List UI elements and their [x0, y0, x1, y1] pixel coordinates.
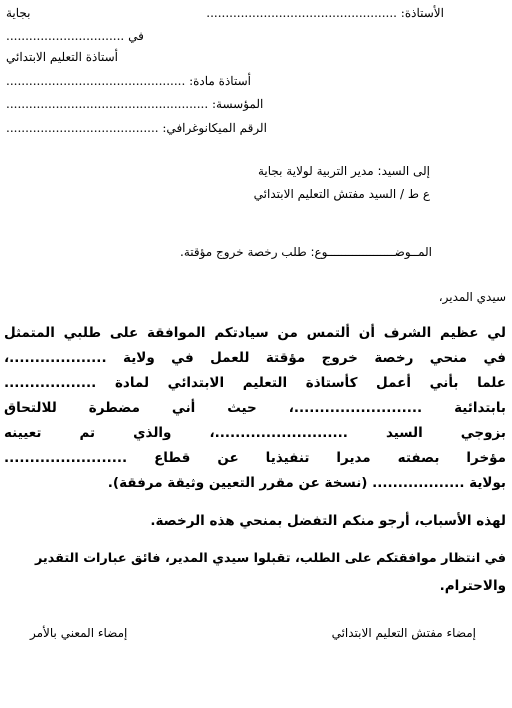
- city-label: بجاية: [6, 6, 31, 20]
- subject-taught-line: أستاذة مادة: ...............................................: [6, 74, 251, 88]
- reasons-paragraph: لهذه الأسباب، أرجو منكم التفضل بمنحي هذه الرخصة.: [150, 513, 506, 529]
- body-line-7: بولاية .................. (نسخة عن مقرر التعيين وثيقة مرفقة).: [107, 475, 506, 491]
- closing-line-1: في انتظار موافقتكم على الطلب، تقبلوا سيدي المدير، فائق عبارات التقدير: [34, 551, 506, 566]
- inspector-signature-label: إمضاء مفتش التعليم الابتدائي: [331, 626, 476, 640]
- subject-text: طلب رخصة خروج مؤقتة.: [180, 245, 307, 259]
- body-line-1: لي عظيم الشرف أن ألتمس من سيادتكم الموافقة على طلبي المتمثل: [4, 325, 506, 341]
- body-line-6: مؤخرا بصفته مديرا تنفيذيا عن قطاع ........................: [4, 450, 506, 466]
- role-label: أستاذة التعليم الابتدائي: [6, 50, 119, 64]
- body-line-4: بابتدائية .........................، حيث أني مضطرة للالتحاق: [4, 400, 506, 416]
- institution-line: المؤسسة: .....................................................: [6, 97, 264, 111]
- body-line-5: بزوجي السيد ..........................، والذي تم تعيينه: [4, 425, 506, 441]
- recipient-director: إلى السيد: مدير التربية لولاية بجاية: [257, 164, 430, 178]
- body-line-2: في منحي رخصة خروج مؤقتة للعمل في ولاية ...................،: [4, 350, 506, 366]
- applicant-signature-label: إمضاء المعني بالأمر: [30, 626, 128, 640]
- salutation: سيدي المدير،: [438, 290, 506, 304]
- closing-line-2: والاحترام.: [439, 578, 506, 594]
- letter-subject: [180, 245, 432, 259]
- body-line-3: علما بأني أعمل كأستاذة التعليم الابتدائي لمادة ..................: [4, 375, 506, 391]
- professor-name-line: الأستاذة: ..................................................: [206, 6, 444, 20]
- mechanographic-number-line: الرقم الميكانوغرافي: ........................................: [6, 121, 267, 135]
- place-date-line: في ...............................: [6, 29, 144, 43]
- recipient-inspector: ع ط / السيد مفتش التعليم الابتدائي: [253, 187, 430, 201]
- subject-label: المــوضـــــــــــــــــــوع:: [310, 245, 432, 259]
